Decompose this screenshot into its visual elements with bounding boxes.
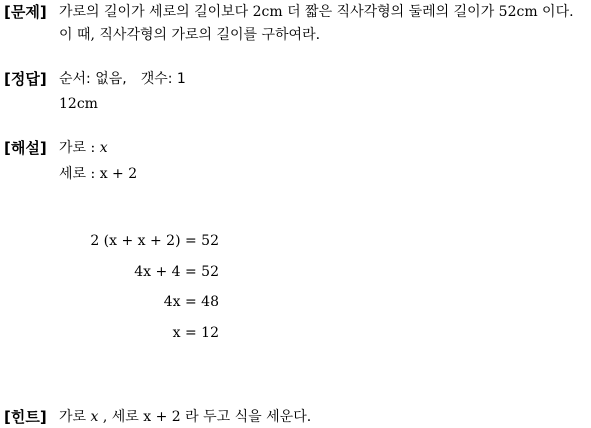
answer-value: 12cm [59, 96, 98, 112]
hint-var-1: x [90, 409, 99, 425]
answer-meta [59, 69, 186, 89]
height-word: 세로 [59, 166, 87, 182]
explanation-width: 가로 : x [59, 140, 108, 156]
hint-part-1: 가로 [59, 409, 87, 425]
problem-line-2: 이 때, 직사각형의 가로의 길이를 구하여라. [59, 27, 321, 43]
hint-tag: [힌트] [4, 408, 47, 426]
width-word: 가로 [59, 140, 87, 156]
hint-part-2: , 세로 [102, 409, 139, 425]
answer-tag: [정답] [4, 70, 47, 88]
hint-var-2: x + 2 [143, 409, 181, 425]
equation-2: 4x + 4 = 52 [134, 264, 219, 280]
width-expr: x [99, 140, 108, 156]
answer-order: 순서: 없음, [59, 71, 127, 87]
answer-count: 갯수: 1 [140, 71, 186, 87]
equation-3: 4x = 48 [163, 294, 219, 310]
problem-tag: [문제] [4, 3, 47, 21]
height-expr: x + 2 [99, 166, 138, 182]
equation-4: x = 12 [172, 325, 219, 341]
hint-part-3: 라 두고 식을 세운다. [185, 409, 312, 425]
equation-1: 2 (x + x + 2) = 52 [90, 233, 219, 249]
hint-line [59, 407, 311, 427]
explanation-height: 세로 : x + 2 [59, 166, 138, 182]
explanation-tag: [해설] [4, 139, 47, 157]
problem-line-1: 가로의 길이가 세로의 길이보다 2cm 더 짧은 직사각형의 둘레의 길이가 52cm 이다. [59, 4, 574, 20]
